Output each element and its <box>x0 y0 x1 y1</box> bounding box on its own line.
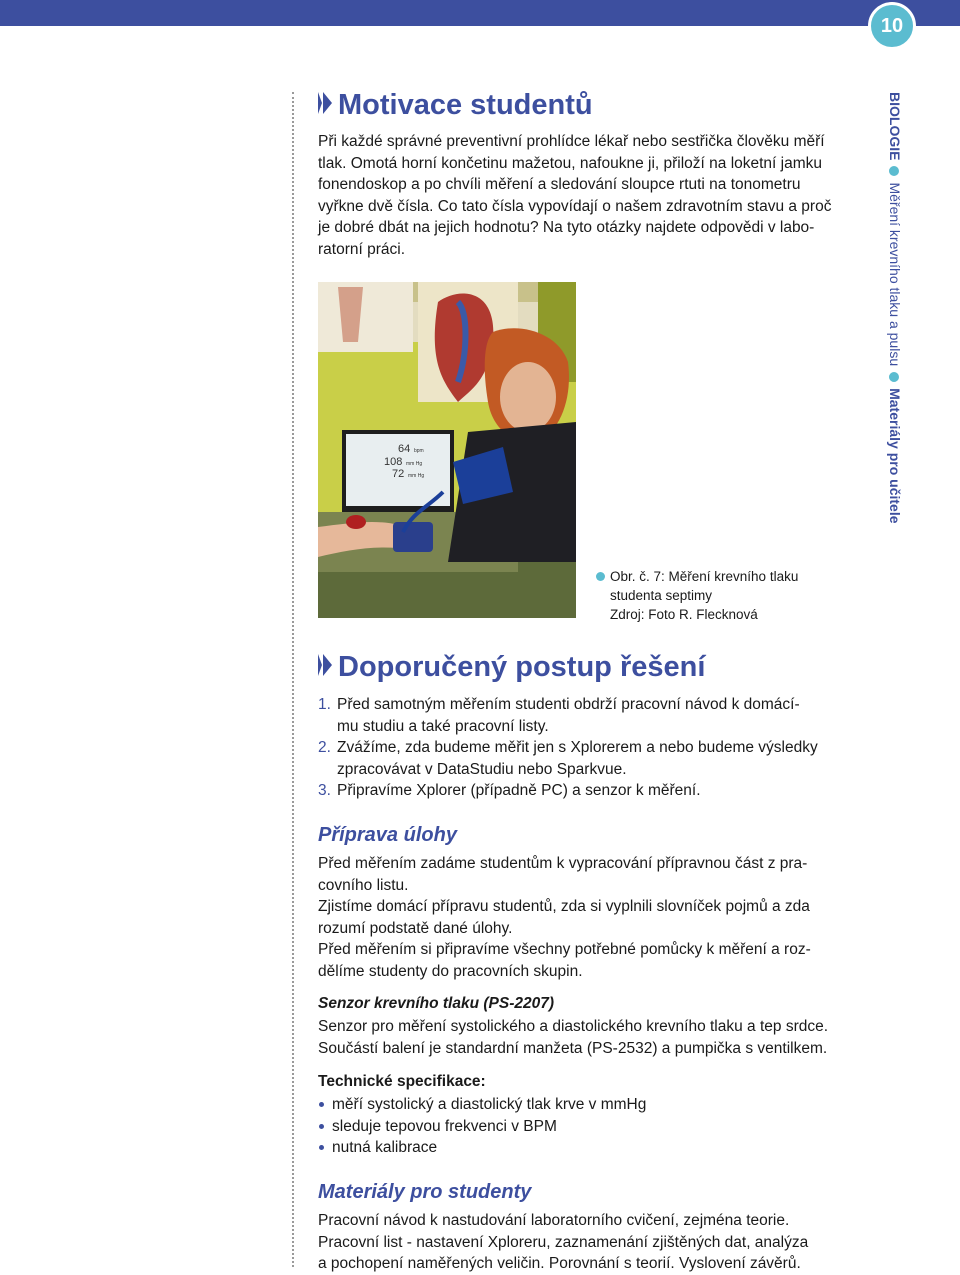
motivation-heading: Motivace studentů <box>318 89 593 122</box>
sensor-heading: Senzor krevního tlaku (PS-2207) <box>318 995 555 1012</box>
blood-pressure-photo <box>318 282 576 618</box>
preparation-text: Před měřením zadáme studentům k vypracování přípravnou část z pra- covního listu. Zjistíme domácí přípravu studentů, zda si vyplnili slovníček pojmů a zda rozumí podstatě dané úlohy. Před měřením si připravíme všechny potřebné pomůcky k měření a roz- dělíme studenty do pracovních skupin. <box>318 855 811 980</box>
side-section: Materiály pro učitele <box>887 388 903 524</box>
screen-bpm-unit: bpm <box>414 448 424 454</box>
list-item: 2. Zvážíme, zda budeme měřit jen s Xplorerem a nebo budeme výsledky zpracovávat v DataStudiu nebo Sparkvue. <box>318 739 818 778</box>
student-materials-heading: Materiály pro studenty <box>318 1181 532 1203</box>
specs-list <box>318 1094 646 1159</box>
sensor-text: Senzor pro měření systolického a diastolického krevního tlaku a tep srdce. Součástí balení je standardní manžeta (PS-2532) a pumpička s ventilkem. <box>318 1018 829 1057</box>
list-item: sleduje tepovou frekvenci v BPM <box>318 1116 646 1138</box>
section-marker-icon <box>318 654 322 676</box>
screen-diastolic-unit: mm Hg <box>408 473 425 479</box>
specs-heading: Technické specifikace: <box>318 1073 486 1090</box>
screen-diastolic: 72 <box>392 468 405 480</box>
list-item: 3. Připravíme Xplorer (případně PC) a senzor k měření. <box>318 782 701 799</box>
page-number-badge: 10 <box>868 2 916 50</box>
section-marker-icon <box>323 654 332 676</box>
dotted-divider <box>292 92 294 1267</box>
side-topic: Měření krevního tlaku a pulsu <box>887 182 903 367</box>
motivation-text: Při každé správné preventivní prohlídce lékař nebo sestřička člověku měří tlak. Omotá horní končetinu mažetou, nafoukne ji, přiloží na loketní jamku fonendoskop a po chvíli měření a sledování sloupce rtuti na tonometru vyřkne dvě čísla. Co tato čísla vypovídají o našem zdravotním stavu a proč je dobré dbát na jejich hodnotu? Na tyto otázky najdete odpovědi v labo- ratorní práci. <box>318 133 832 258</box>
figure-caption: Obr. č. 7: Měření krevního tlaku studenta septimy Zdroj: Foto R. Flecknová <box>596 567 798 624</box>
top-bar <box>0 0 960 26</box>
list-item: 1. Před samotným měřením studenti obdrží pracovní návod k domácí- mu studiu a také pracovní listy. <box>318 696 800 735</box>
section-marker-icon <box>323 92 332 114</box>
bullet-dot-icon <box>889 372 899 382</box>
student-materials-text: Pracovní návod k nastudování laboratorního cvičení, zejména teorie. Pracovní list - nastavení Xploreru, zaznamenání zjištěných dat, analýza a pochopení naměřených veličin. Porovnání s teorií. Vyslovení závěrů. <box>318 1212 809 1272</box>
screen-bpm: 64 <box>398 443 411 455</box>
side-subject: BIOLOGIE <box>887 92 903 161</box>
bullet-dot-icon <box>889 166 899 176</box>
procedure-steps <box>318 694 838 802</box>
side-header <box>880 92 910 552</box>
list-item: nutná kalibrace <box>318 1137 646 1159</box>
screen-systolic-unit: mm Hg <box>406 461 423 467</box>
list-item: měří systolický a diastolický tlak krve v mmHg <box>318 1094 646 1116</box>
preparation-heading: Příprava úlohy <box>318 824 457 846</box>
section-marker-icon <box>318 92 322 114</box>
screen-systolic: 108 <box>384 456 403 468</box>
procedure-heading: Doporučený postup řešení <box>318 651 705 684</box>
caption-bullet-icon <box>596 572 605 581</box>
